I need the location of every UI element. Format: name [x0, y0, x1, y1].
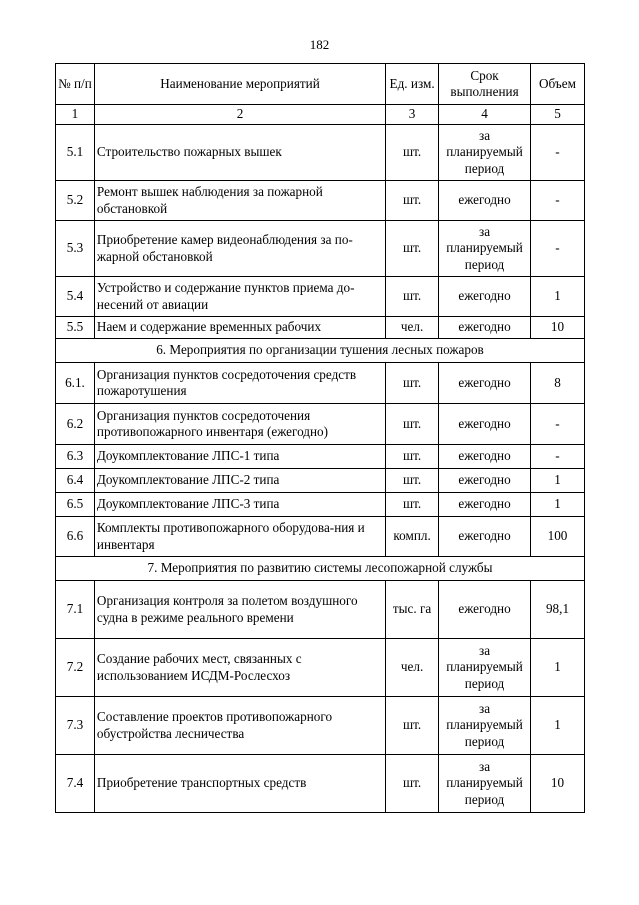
volume-value: -	[531, 404, 585, 445]
column-numbers-row	[56, 105, 585, 125]
volume-value: 1	[531, 493, 585, 517]
execution-term: ежегодно	[439, 469, 531, 493]
header-term: Срок выполнения	[439, 64, 531, 105]
unit-of-measure: чел.	[386, 639, 439, 697]
execution-term: ежегодно	[439, 445, 531, 469]
header-volume: Объем	[531, 64, 585, 105]
volume-value: 100	[531, 517, 585, 557]
execution-term: ежегодно	[439, 317, 531, 339]
execution-term: за планируемый период	[439, 221, 531, 277]
column-number: 1	[56, 105, 95, 125]
section-heading: 6. Мероприятия по организации тушения лесных пожаров	[56, 339, 585, 363]
header-number: № п/п	[56, 64, 95, 105]
execution-term: за планируемый период	[439, 755, 531, 813]
row-number: 5.3	[56, 221, 95, 277]
row-number: 6.2	[56, 404, 95, 445]
unit-of-measure: шт.	[386, 445, 439, 469]
volume-value: 1	[531, 277, 585, 317]
page-number: 182	[309, 37, 330, 52]
unit-of-measure: шт.	[386, 755, 439, 813]
section-heading-row	[56, 339, 585, 363]
unit-of-measure: шт.	[386, 363, 439, 404]
table-row	[56, 277, 585, 317]
section-heading: 7. Мероприятия по развитию системы лесопожарной службы	[56, 557, 585, 581]
unit-of-measure: шт.	[386, 697, 439, 755]
table-header-row	[56, 64, 585, 105]
measure-name: Доукомплектование ЛПС-2 типа	[94, 469, 385, 493]
measures-table	[55, 63, 585, 813]
row-number: 6.5	[56, 493, 95, 517]
header-unit: Ед. изм.	[386, 64, 439, 105]
measure-name: Наем и содержание временных рабочих	[94, 317, 385, 339]
table-row	[56, 697, 585, 755]
unit-of-measure: шт.	[386, 221, 439, 277]
execution-term: ежегодно	[439, 181, 531, 221]
table-row	[56, 493, 585, 517]
unit-of-measure: шт.	[386, 125, 439, 181]
unit-of-measure: компл.	[386, 517, 439, 557]
table-row	[56, 755, 585, 813]
volume-value: 8	[531, 363, 585, 404]
unit-of-measure: шт.	[386, 493, 439, 517]
execution-term: за планируемый период	[439, 697, 531, 755]
table-row	[56, 404, 585, 445]
execution-term: ежегодно	[439, 581, 531, 639]
table-row	[56, 517, 585, 557]
volume-value: -	[531, 445, 585, 469]
row-number: 6.4	[56, 469, 95, 493]
unit-of-measure: шт.	[386, 404, 439, 445]
table-row	[56, 469, 585, 493]
row-number: 7.2	[56, 639, 95, 697]
column-number: 2	[94, 105, 385, 125]
volume-value: 1	[531, 639, 585, 697]
execution-term: ежегодно	[439, 517, 531, 557]
table-row	[56, 181, 585, 221]
column-number: 3	[386, 105, 439, 125]
table-row	[56, 363, 585, 404]
volume-value: -	[531, 221, 585, 277]
row-number: 7.4	[56, 755, 95, 813]
execution-term: за планируемый период	[439, 639, 531, 697]
volume-value: 10	[531, 755, 585, 813]
measure-name: Организация контроля за полетом воздушного судна в режиме реального времени	[94, 581, 385, 639]
row-number: 6.6	[56, 517, 95, 557]
measure-name: Организация пунктов сосредоточения противопожарного инвентаря (ежегодно)	[94, 404, 385, 445]
table-row	[56, 581, 585, 639]
volume-value: 1	[531, 469, 585, 493]
unit-of-measure: тыс. га	[386, 581, 439, 639]
execution-term: ежегодно	[439, 493, 531, 517]
measure-name: Доукомплектование ЛПС-1 типа	[94, 445, 385, 469]
row-number: 5.2	[56, 181, 95, 221]
measure-name: Комплекты противопожарного оборудова-ния и инвентаря	[94, 517, 385, 557]
row-number: 7.1	[56, 581, 95, 639]
measure-name: Приобретение транспортных средств	[94, 755, 385, 813]
row-number: 7.3	[56, 697, 95, 755]
execution-term: ежегодно	[439, 404, 531, 445]
row-number: 5.5	[56, 317, 95, 339]
volume-value: 1	[531, 697, 585, 755]
execution-term: ежегодно	[439, 277, 531, 317]
section-heading-row	[56, 557, 585, 581]
measure-name: Устройство и содержание пунктов приема до-несений от авиации	[94, 277, 385, 317]
volume-value: -	[531, 181, 585, 221]
row-number: 5.4	[56, 277, 95, 317]
table-row	[56, 221, 585, 277]
table-row	[56, 639, 585, 697]
table-row	[56, 125, 585, 181]
table-row	[56, 445, 585, 469]
row-number: 6.3	[56, 445, 95, 469]
measure-name: Организация пунктов сосредоточения средств пожаротушения	[94, 363, 385, 404]
header-name: Наименование мероприятий	[94, 64, 385, 105]
unit-of-measure: чел.	[386, 317, 439, 339]
column-number: 5	[531, 105, 585, 125]
measures-table-body	[56, 64, 585, 813]
column-number: 4	[439, 105, 531, 125]
volume-value: 10	[531, 317, 585, 339]
unit-of-measure: шт.	[386, 277, 439, 317]
table-row	[56, 317, 585, 339]
measure-name: Создание рабочих мест, связанных с использованием ИСДМ-Рослесхоз	[94, 639, 385, 697]
measure-name: Доукомплектование ЛПС-3 типа	[94, 493, 385, 517]
execution-term: ежегодно	[439, 363, 531, 404]
volume-value: 98,1	[531, 581, 585, 639]
measure-name: Строительство пожарных вышек	[94, 125, 385, 181]
volume-value: -	[531, 125, 585, 181]
measure-name: Составление проектов противопожарного обустройства лесничества	[94, 697, 385, 755]
measure-name: Ремонт вышек наблюдения за пожарной обстановкой	[94, 181, 385, 221]
row-number: 6.1.	[56, 363, 95, 404]
unit-of-measure: шт.	[386, 469, 439, 493]
unit-of-measure: шт.	[386, 181, 439, 221]
measure-name: Приобретение камер видеонаблюдения за по-жарной обстановкой	[94, 221, 385, 277]
execution-term: за планируемый период	[439, 125, 531, 181]
row-number: 5.1	[56, 125, 95, 181]
